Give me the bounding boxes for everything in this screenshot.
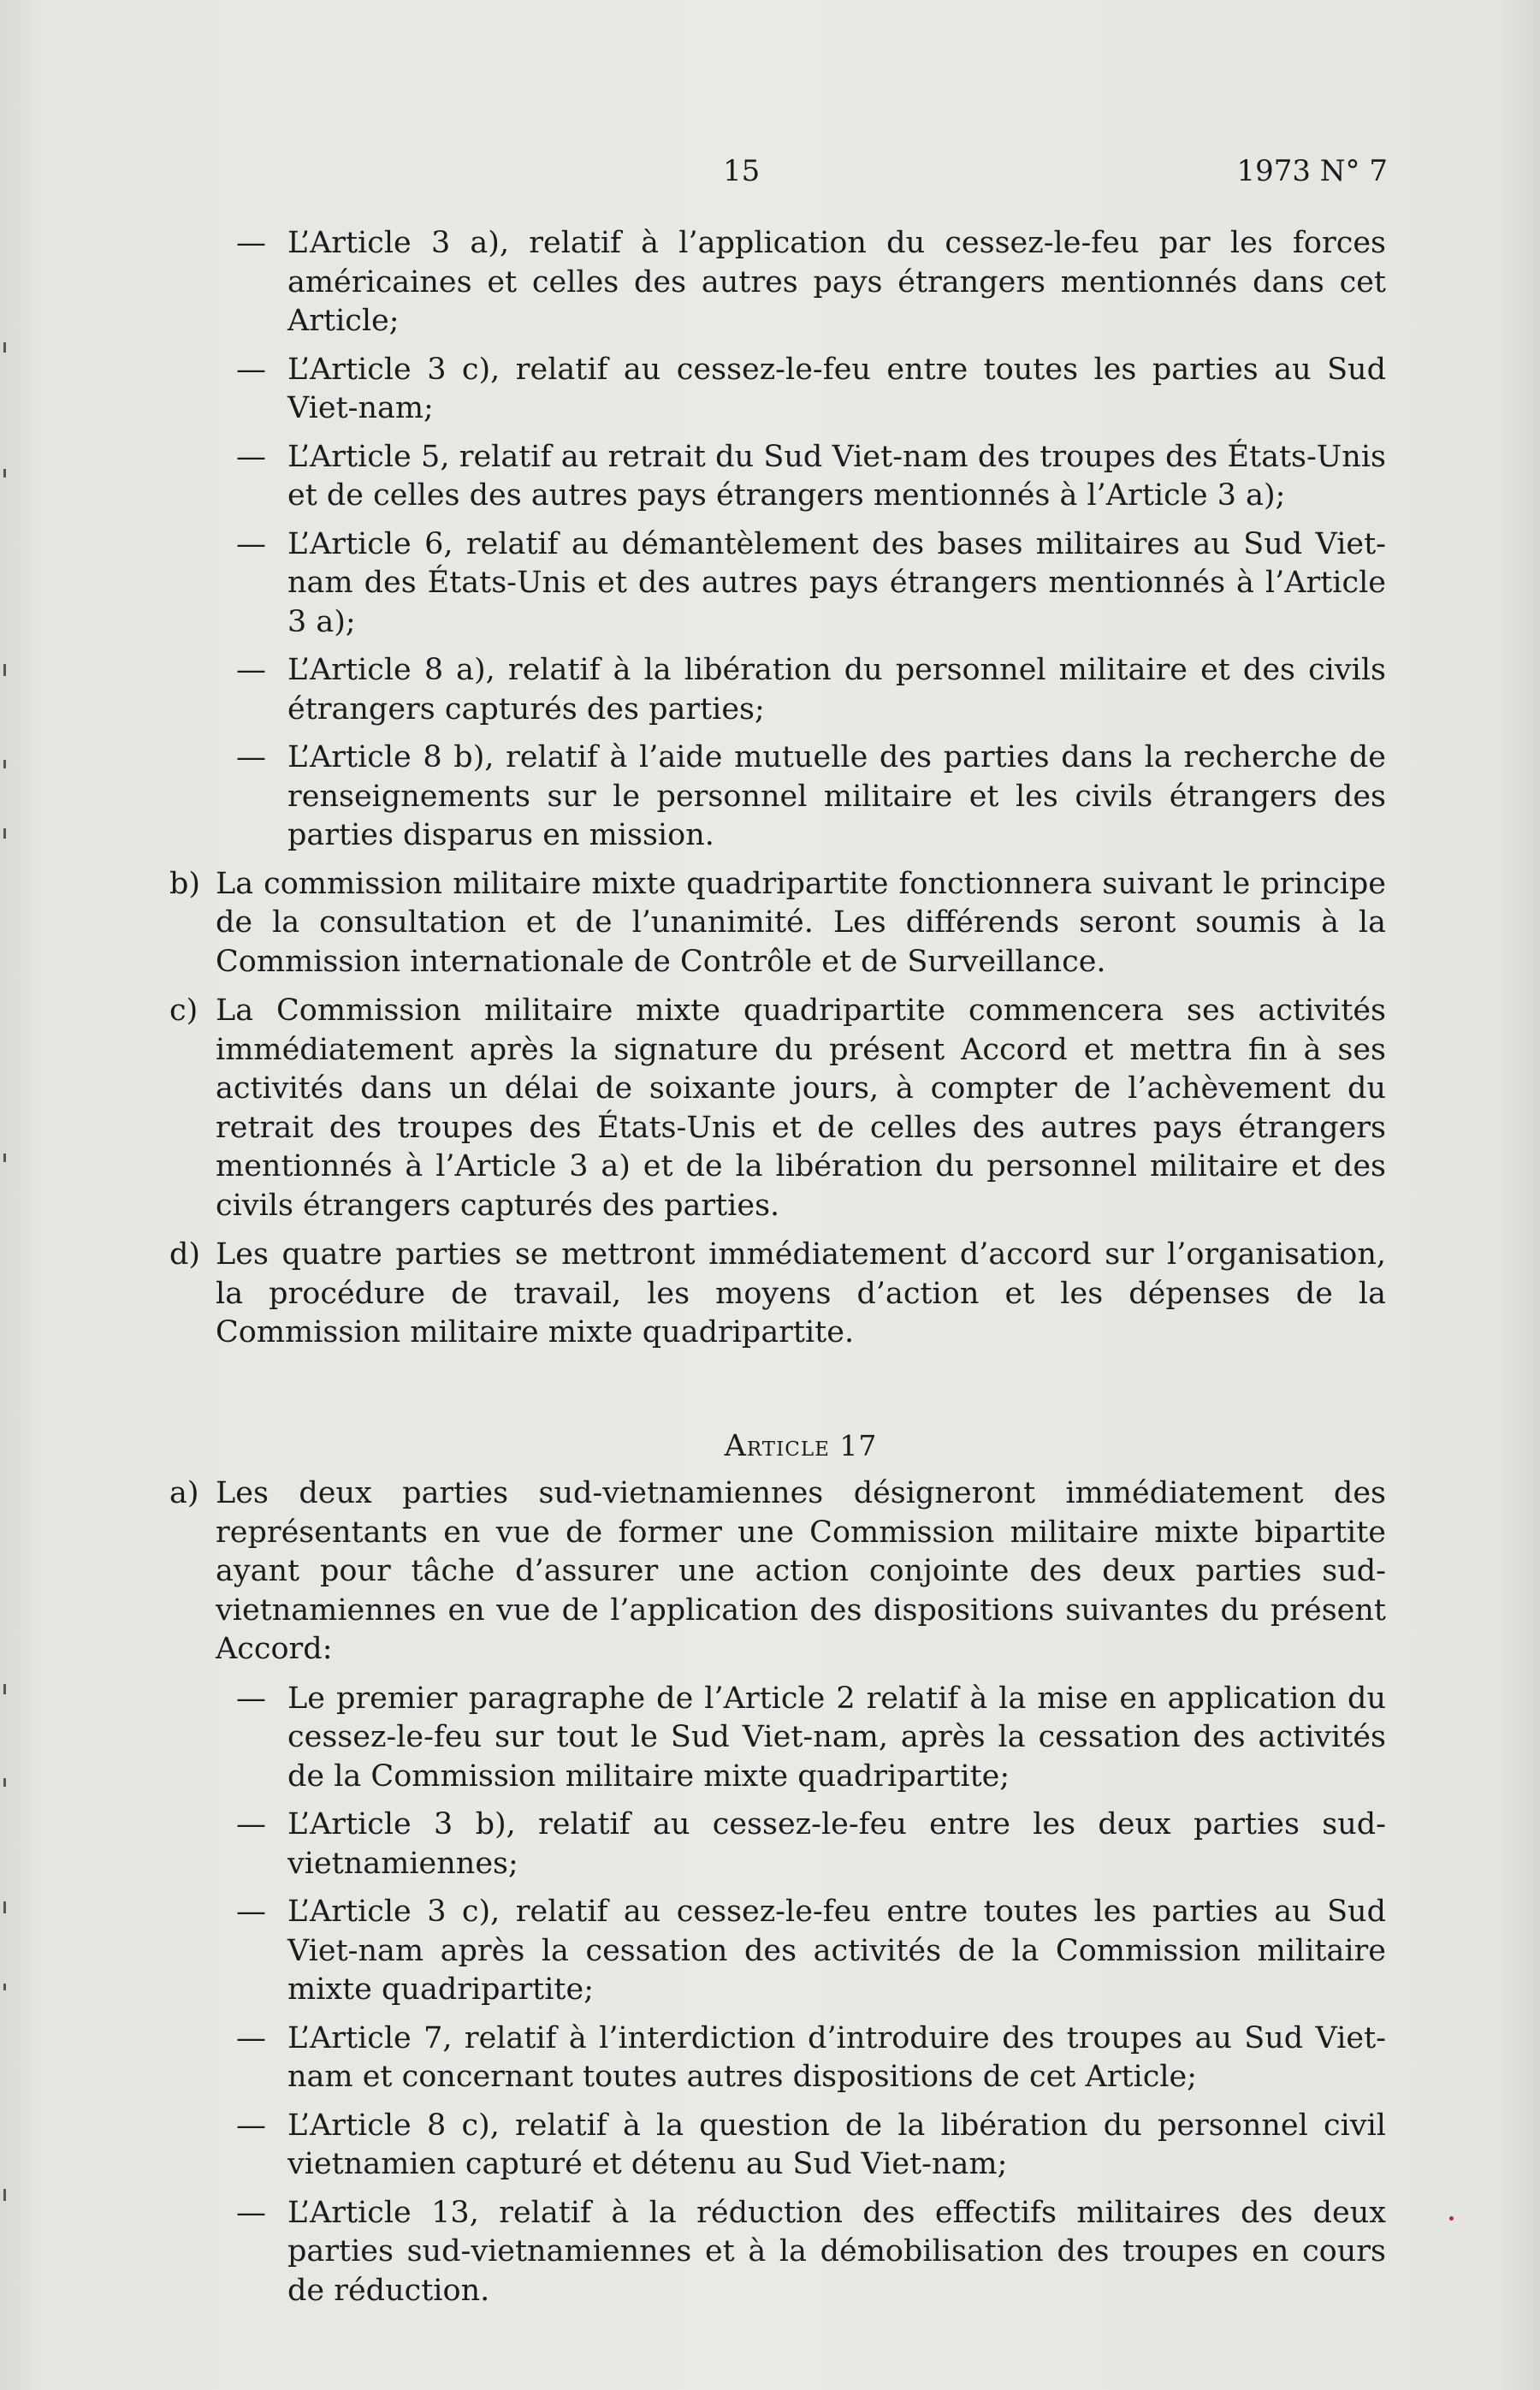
paragraph-text: La commission militaire mixte quadripartite fonctionnera suivant le principe de la consultation et de l’unanimité. Les différends seront soumis à la Commission internationale de Contrôle et de Surveillance. <box>216 866 1386 979</box>
dash-bullet: — <box>236 1681 266 1716</box>
paragraph-text: Les deux parties sud-vietnamiennes désigneront immédiatement des représentants en vue de former une Commission militaire mixte bipartite ayant pour tâche d’assurer une action conjointe des deux parties sud-vietnamiennes en vue de l’application des dispositions suivantes du présent Accord: <box>216 1476 1386 1666</box>
article-heading <box>216 1426 1386 1467</box>
list-item-text: L’Article 3 c), relatif au cessez-le-feu entre toutes les parties au Sud Viet-nam après la cessation des activités de la Commission militaire mixte quadripartite; <box>287 1895 1386 2007</box>
paragraph-letter: d) <box>169 1237 201 1272</box>
paragraph-d <box>169 1236 1386 1353</box>
dash-bullet: — <box>236 526 266 561</box>
dash-bullet: — <box>236 439 266 474</box>
list-item-text: L’Article 3 b), relatif au cessez-le-feu entre les deux parties sud-vietnamiennes; <box>287 1807 1386 1881</box>
article-heading-initial: A <box>724 1428 747 1463</box>
page-number: 15 <box>723 154 761 188</box>
page-header <box>0 154 1540 197</box>
list-item <box>216 525 1386 643</box>
list-item-text: L’Article 5, relatif au retrait du Sud Viet-nam des troupes des États-Unis et de celles des autres pays étrangers mentionnés à l’Article 3 a); <box>287 439 1386 513</box>
dash-bullet: — <box>236 653 266 687</box>
list-item-text: L’Article 7, relatif à l’interdiction d’introduire des troupes au Sud Viet-nam et concernant toutes autres dispositions de cet Article; <box>287 2020 1386 2094</box>
list-item <box>216 351 1386 429</box>
list-item <box>216 738 1386 856</box>
list-item <box>216 651 1386 729</box>
dash-bullet: — <box>236 1807 266 1841</box>
paragraph-a <box>169 1474 1386 1669</box>
paragraph-text: La Commission militaire mixte quadripartite commencera ses activités immédiatement après la signature du présent Accord et mettra fin à ses activités dans un délai de soixante jours, à compter de l’achèvement du retrait des troupes des États-Unis et de celles des autres pays étrangers mentionnés à l’Article 3 a) et de la libération du personnel militaire et des civils étrangers capturés des parties. <box>216 993 1386 1223</box>
dash-bullet: — <box>236 352 266 387</box>
paragraph-c <box>169 992 1386 1225</box>
list-item <box>216 438 1386 516</box>
dash-bullet: — <box>236 2108 266 2143</box>
list-item-text: L’Article 8 c), relatif à la question de la libération du personnel civil vietnamien capturé et détenu au Sud Viet-nam; <box>287 2108 1386 2181</box>
list-item <box>216 2019 1386 2097</box>
list-item-text: Le premier paragraphe de l’Article 2 relatif à la mise en application du cessez-le-feu sur tout le Sud Viet-nam, après la cessation des activités de la Commission militaire mixte quadripartite; <box>287 1681 1386 1794</box>
list-item <box>216 1893 1386 2010</box>
list-item-text: L’Article 6, relatif au démantèlement des bases militaires au Sud Viet-nam des États-Unis et des autres pays étrangers mentionnés à l’Article 3 a); <box>287 526 1386 639</box>
paragraph-text: Les quatre parties se mettront immédiatement d’accord sur l’organisation, la procédure de travail, les moyens d’action et les dépenses de la Commission militaire mixte quadripartite. <box>216 1237 1386 1349</box>
page-body <box>169 224 1386 2320</box>
dash-bullet: — <box>236 2195 266 2230</box>
article16-a-items <box>216 224 1386 856</box>
list-item <box>216 2107 1386 2185</box>
list-item-text: L’Article 3 a), relatif à l’application du cessez-le-feu par les forces américaines et celles des autres pays étrangers mentionnés dans cet Article; <box>287 226 1386 338</box>
paragraph-letter: b) <box>169 866 201 901</box>
list-item <box>216 224 1386 341</box>
paragraph-b <box>169 865 1386 982</box>
list-item <box>216 1680 1386 1797</box>
paragraph-letter: c) <box>169 993 198 1028</box>
gazette-reference: 1973 N° 7 <box>1236 154 1388 188</box>
scan-speck <box>1449 2216 1454 2221</box>
dash-bullet: — <box>236 1895 266 1929</box>
list-item <box>216 1806 1386 1883</box>
binding-edge-marks <box>0 0 12 2390</box>
dash-bullet: — <box>236 740 266 774</box>
article17-a-items <box>216 1680 1386 2311</box>
list-item-text: L’Article 3 c), relatif au cessez-le-feu entre toutes les parties au Sud Viet-nam; <box>287 352 1386 425</box>
dash-bullet: — <box>236 226 266 260</box>
paragraph-letter: a) <box>169 1476 199 1510</box>
list-item-text: L’Article 8 a), relatif à la libération du personnel militaire et des civils étrangers capturés des parties; <box>287 653 1386 726</box>
dash-bullet: — <box>236 2020 266 2055</box>
list-item-text: L’Article 13, relatif à la réduction des effectifs militaires des deux parties sud-vietnamiennes et à la démobilisation des troupes en cours de réduction. <box>287 2195 1386 2308</box>
list-item <box>216 2194 1386 2311</box>
list-item-text: L’Article 8 b), relatif à l’aide mutuelle des parties dans la recherche de renseignements sur le personnel militaire et les civils étrangers des parties disparus en mission. <box>287 740 1386 852</box>
article-heading-rest: rticle 17 <box>746 1428 878 1462</box>
